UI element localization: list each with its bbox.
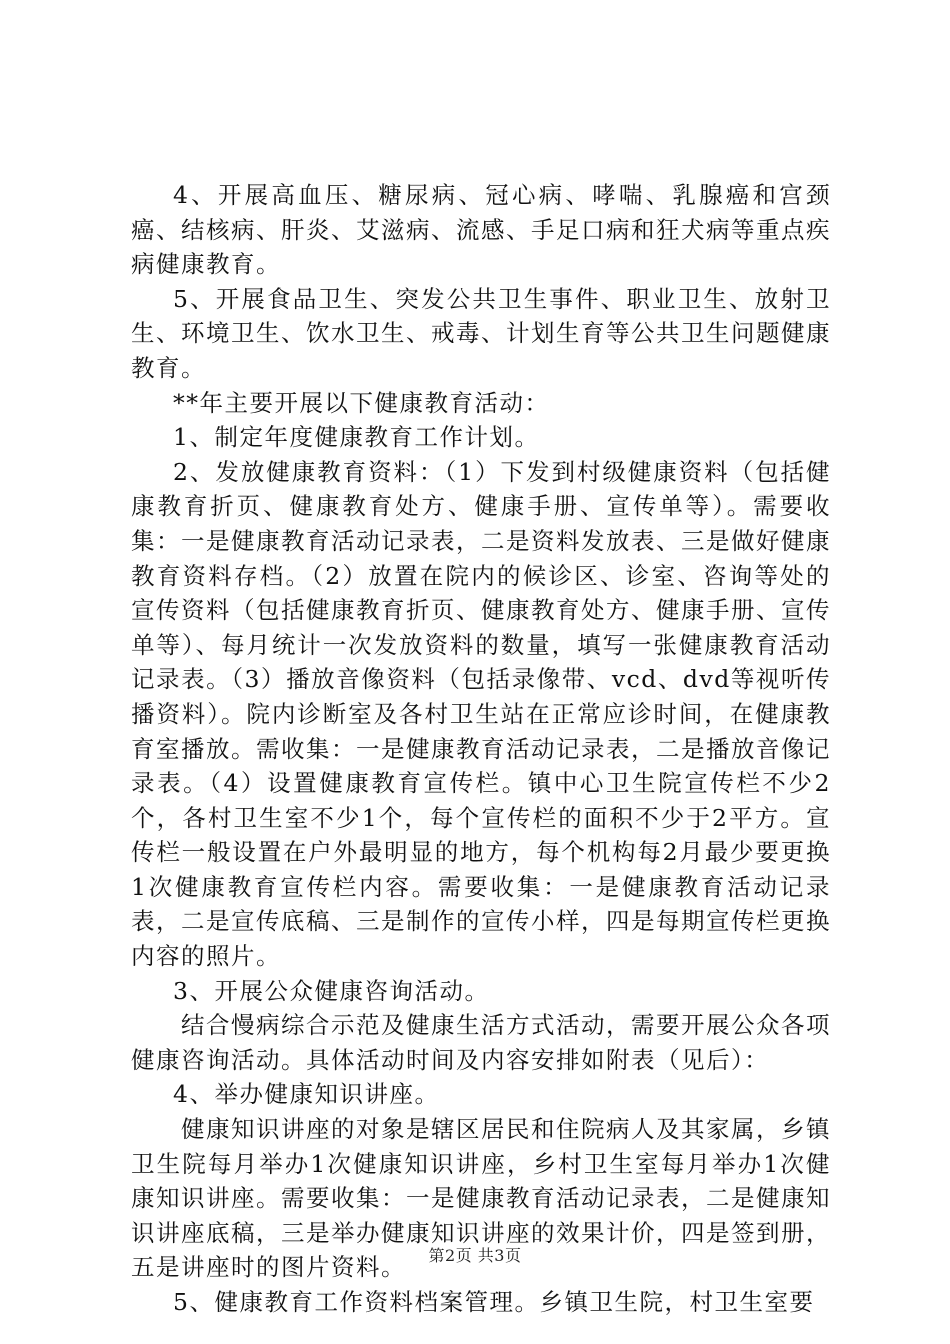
paragraph-disease-education: 4、开展高血压、糖尿病、冠心病、哮喘、乳腺癌和宫颈癌、结核病、肝炎、艾滋病、流感、手足口病和狂犬病等重点疾病健康教育。 [131, 181, 831, 279]
paragraph-annual-activities-intro: **年主要开展以下健康教育活动： [173, 388, 550, 417]
paragraph-public-health-education: 5、开展食品卫生、突发公共卫生事件、职业卫生、放射卫生、环境卫生、饮水卫生、戒毒、计划生育等公共卫生问题健康教育。 [131, 284, 831, 382]
paragraph-archive-management: 5、健康教育工作资料档案管理。乡镇卫生院，村卫生室要 [173, 1288, 815, 1316]
page-number-footer: 第2页 共3页 [428, 1246, 522, 1265]
paragraph-consultation-detail: 结合慢病综合示范及健康生活方式活动，需要开展公众各项健康咨询活动。具体活动时间及内容安排如附表（见后）： [131, 1011, 831, 1074]
paragraph-lecture-detail: 健康知识讲座的对象是辖区居民和住院病人及其家属，乡镇卫生院每月举办1次健康知识讲座，乡村卫生室每月举办1次健康知识讲座。需要收集：一是健康教育活动记录表，二是健康知识讲座底稿，三是举办健康知识讲座的效果计价，四是签到册，五是讲座时的图片资料。 [131, 1115, 831, 1282]
document-body [131, 178, 831, 1320]
paragraph-lecture-heading: 4、举办健康知识讲座。 [173, 1080, 440, 1109]
paragraph-annual-plan: 1、制定年度健康教育工作计划。 [173, 423, 540, 452]
paragraph-consultation-heading: 3、开展公众健康咨询活动。 [173, 976, 490, 1005]
paragraph-distribute-materials: 2、发放健康教育资料：（1）下发到村级健康资料（包括健康教育折页、健康教育处方、健康手册、宣传单等）。需要收集：一是健康教育活动记录表，二是资料发放表、三是做好健康教育资料存档。（2）放置在院内的候诊区、诊室、咨询等处的宣传资料（包括健康教育折页、健康教育处方、健康手册、宣传单等）、每月统计一次发放资料的数量，填写一张健康教育活动记录表。（3）播放音像资料（包括录像带、vcd、dvd等视听传播资料）。院内诊断室及各村卫生站在正常应诊时间，在健康教育室播放。需收集：一是健康教育活动记录表，二是播放音像记录表。（4）设置健康教育宣传栏。镇中心卫生院宣传栏不少2个，各村卫生室不少1个，每个宣传栏的面积不少于2平方。宣传栏一般设置在户外最明显的地方，每个机构每2月最少要更换1次健康教育宣传栏内容。需要收集：一是健康教育活动记录表，二是宣传底稿、三是制作的宣传小样，四是每期宣传栏更换内容的照片。 [131, 457, 831, 971]
